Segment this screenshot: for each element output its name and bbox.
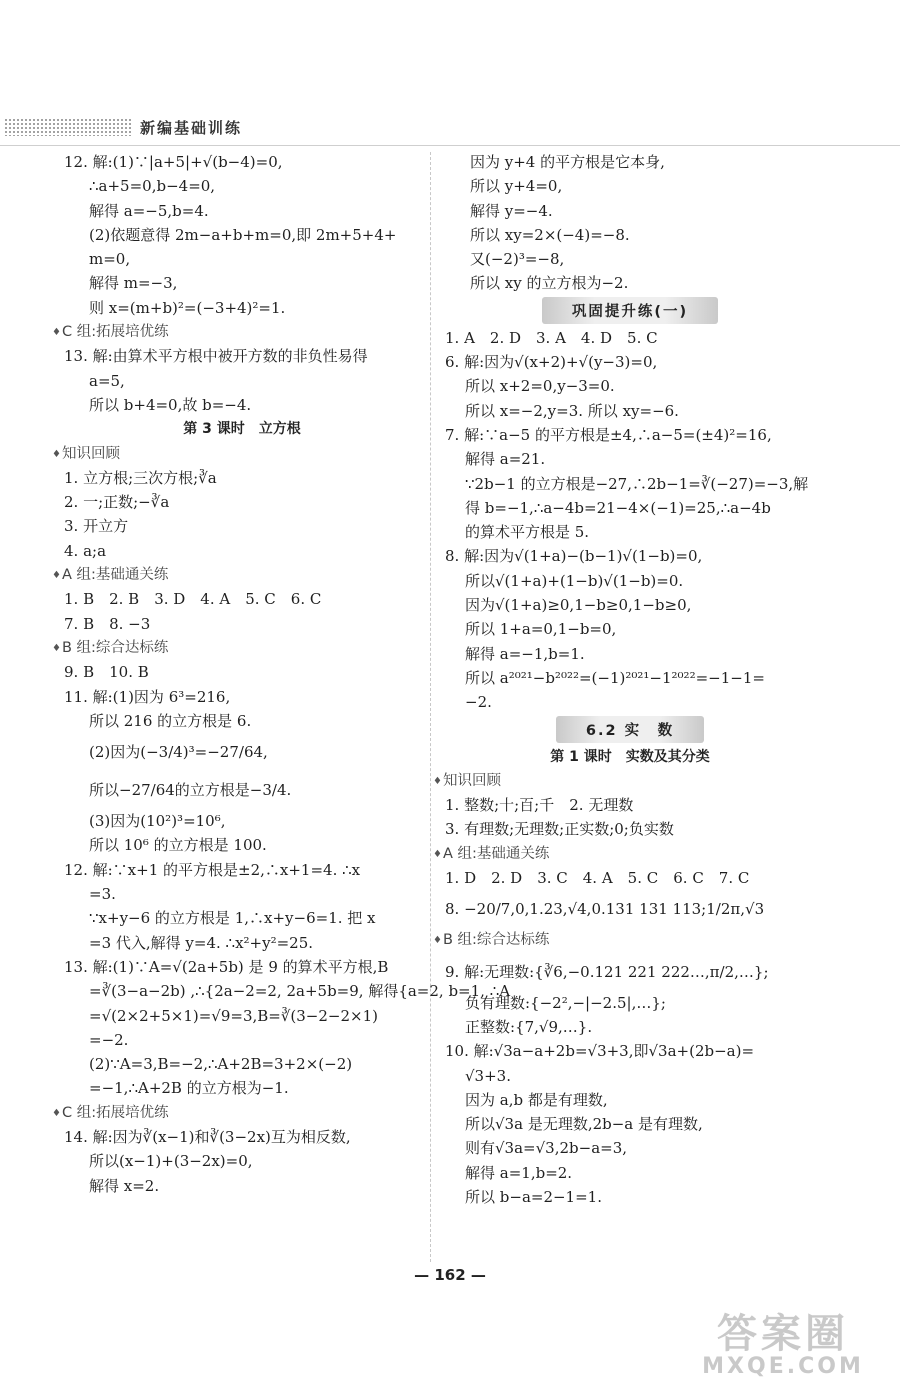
text-line: 1. 整数;十;百;千 2. 无理数: [445, 796, 634, 815]
text-line: 9. B 10. B: [64, 663, 149, 682]
text-line: 3. 有理数;无理数;正实数;0;负实数: [445, 820, 674, 839]
text-line: 6. 解:因为√(x+2)+√(y−3)=0,: [445, 353, 658, 372]
section-banner-title: 巩固提升练(一): [542, 297, 718, 324]
text-line: 则 x=(m+b)²=(−3+4)²=1.: [89, 298, 286, 317]
text-line: 所以 b−a=2−1=1.: [465, 1187, 602, 1206]
text-line: 8. −20/7,0,1.23,√4,0.131 131 113;1/2π,√3: [445, 900, 765, 919]
text-line: 解得 x=2.: [89, 1176, 160, 1195]
watermark-logo: [688, 1312, 878, 1382]
group-heading: ♦ B 组:综合达标练: [433, 928, 815, 952]
text-line: 所以√3a 是无理数,2b−a 是有理数,: [465, 1115, 703, 1134]
text-line: 所以 x+2=0,y−3=0.: [465, 377, 615, 396]
text-line: 所以 216 的立方根是 6.: [89, 711, 252, 730]
header-rule: [0, 145, 900, 146]
text-line: 所以 1+a=0,1−b=0,: [465, 620, 617, 639]
text-line: 1. B 2. B 3. D 4. A 5. C 6. C: [64, 590, 322, 609]
group-heading: ♦ A 组:基础通关练: [433, 842, 815, 866]
group-heading: ♦ 知识回顾: [433, 769, 815, 793]
text-line: 3. 开立方: [64, 517, 129, 536]
text-line: =−1,∴A+2B 的立方根为−1.: [89, 1079, 289, 1098]
text-line: 7. 解:∵a−5 的平方根是±4,∴a−5=(±4)²=16,: [445, 425, 772, 444]
text-line: ∵x+y−6 的立方根是 1,∴x+y−6=1. 把 x: [89, 909, 376, 928]
text-line: 解得 a=21.: [465, 450, 546, 469]
watermark-line2: MXQE.COM: [702, 1354, 864, 1379]
lesson-title: 第 1 课时 实数及其分类: [550, 748, 710, 765]
text-line: 所以 y+4=0,: [470, 177, 563, 196]
text-line: =√(2×2+5×1)=√9=3,B=∛(3−2−2×1): [89, 1006, 378, 1025]
page-header: [0, 112, 320, 142]
text-line: 13. 解:(1)∵A=√(2a+5b) 是 9 的算术平方根,B: [64, 957, 389, 976]
text-line: 所以 xy 的立方根为−2.: [470, 274, 629, 293]
lesson-title: 第 3 课时 立方根: [183, 421, 301, 438]
text-line: 得 b=−1,∴a−4b=21−4×(−1)=25,∴a−4b: [465, 498, 771, 517]
text-line: 9. 解:无理数:{∛6,−0.121 221 222…,π/2,…};: [445, 962, 769, 981]
text-line: 所以−27/64的立方根是−3/4.: [89, 781, 292, 800]
text-line: √3+3.: [465, 1066, 511, 1085]
text-line: ∴a+5=0,b−4=0,: [89, 177, 216, 196]
text-line: 正整数:{7,√9,…}.: [465, 1017, 593, 1036]
text-line: 则有√3a=√3,2b−a=3,: [465, 1139, 628, 1158]
watermark-line1: 答案圈: [717, 1311, 849, 1357]
section-banner: [445, 296, 815, 326]
text-line: 1. D 2. D 3. C 4. A 5. C 6. C 7. C: [445, 869, 750, 888]
text-line: 所以√(1+a)+(1−b)√(1−b)=0.: [465, 571, 684, 590]
text-line: 解得 a=−1,b=1.: [465, 644, 585, 663]
column-divider: [430, 152, 431, 1262]
group-heading: ♦ C 组:拓展培优练: [52, 1101, 420, 1125]
text-line: 因为√(1+a)≥0,1−b≥0,1−b≥0,: [465, 596, 692, 615]
group-heading: ♦ B 组:综合达标练: [52, 636, 420, 660]
text-line: 12. 解:(1)∵|a+5|+√(b−4)=0,: [64, 153, 283, 171]
text-line: −2.: [465, 693, 492, 712]
text-line: 的算术平方根是 5.: [465, 523, 590, 542]
text-line: 解得 a=−5,b=4.: [89, 201, 209, 220]
text-line: (2)依题意得 2m−a+b+m=0,即 2m+5+4+: [89, 225, 397, 244]
text-line: 所以(x−1)+(3−2x)=0,: [89, 1152, 253, 1171]
text-line: 7. B 8. −3: [64, 614, 151, 633]
text-line: =3 代入,解得 y=4. ∴x²+y²=25.: [89, 933, 314, 952]
text-line: (3)因为(10²)³=10⁶,: [89, 812, 226, 831]
text-line: 所以 a²⁰²¹−b²⁰²²=(−1)²⁰²¹−1²⁰²²=−1−1=: [465, 668, 765, 687]
text-line: 13. 解:由算术平方根中被开方数的非负性易得: [64, 347, 368, 366]
section-banner: [445, 715, 815, 745]
text-line: 11. 解:(1)因为 6³=216,: [64, 687, 231, 706]
text-line: a=5,: [89, 371, 125, 390]
text-line: 解得 y=−4.: [470, 201, 553, 220]
text-line: (2)因为(−3/4)³=−27/64,: [89, 743, 268, 762]
section-banner-title: 6.2 实 数: [556, 716, 704, 743]
text-line: =3.: [89, 885, 116, 904]
text-line: m=0,: [89, 250, 131, 269]
text-line: 2. 一;正数;−∛a: [64, 493, 170, 512]
group-heading: ♦ A 组:基础通关练: [52, 563, 420, 587]
group-heading: ♦ C 组:拓展培优练: [52, 320, 420, 344]
text-line: 4. a;a: [64, 541, 107, 560]
text-line: 所以 xy=2×(−4)=−8.: [470, 225, 630, 244]
group-heading: ♦ 知识回顾: [52, 442, 420, 466]
text-line: 解得 m=−3,: [89, 274, 178, 293]
header-title: 新编基础训练: [140, 118, 243, 137]
text-line: 解得 a=1,b=2.: [465, 1163, 573, 1182]
text-line: 1. 立方根;三次方根;∛a: [64, 468, 217, 487]
text-line: 所以 10⁶ 的立方根是 100.: [89, 836, 267, 855]
text-line: 所以 b+4=0,故 b=−4.: [89, 395, 252, 414]
text-line: (2)∵A=3,B=−2,∴A+2B=3+2×(−2): [89, 1055, 353, 1074]
text-line: 8. 解:因为√(1+a)−(b−1)√(1−b)=0,: [445, 547, 703, 566]
text-line: 又(−2)³=−8,: [470, 250, 565, 269]
text-line: ∵2b−1 的立方根是−27,∴2b−1=∛(−27)=−3,解: [465, 474, 809, 493]
text-line: =∛(3−a−2b) ,∴{2a−2=2, 2a+5b=9, 解得{a=2, b=1, ∴A: [89, 982, 511, 1001]
page-number: 162: [434, 1266, 466, 1284]
text-line: 10. 解:√3a−a+2b=√3+3,即√3a+(2b−a)=: [445, 1042, 755, 1061]
text-line: 所以 x=−2,y=3. 所以 xy=−6.: [465, 401, 679, 420]
text-line: 因为 a,b 都是有理数,: [465, 1090, 608, 1109]
text-line: 12. 解:∵x+1 的平方根是±2,∴x+1=4. ∴x: [64, 860, 361, 879]
text-line: 负有理数:{−2²,−|−2.5|,…};: [465, 993, 666, 1012]
right-column: [442, 150, 815, 1209]
text-line: 14. 解:因为∛(x−1)和∛(3−2x)互为相反数,: [64, 1127, 351, 1146]
header-dot-pattern: [4, 118, 132, 136]
page-footer: — 162 —: [414, 1266, 486, 1284]
text-line: 因为 y+4 的平方根是它本身,: [470, 153, 665, 171]
text-line: 1. A 2. D 3. A 4. D 5. C: [445, 328, 658, 347]
text-line: =−2.: [89, 1030, 129, 1049]
